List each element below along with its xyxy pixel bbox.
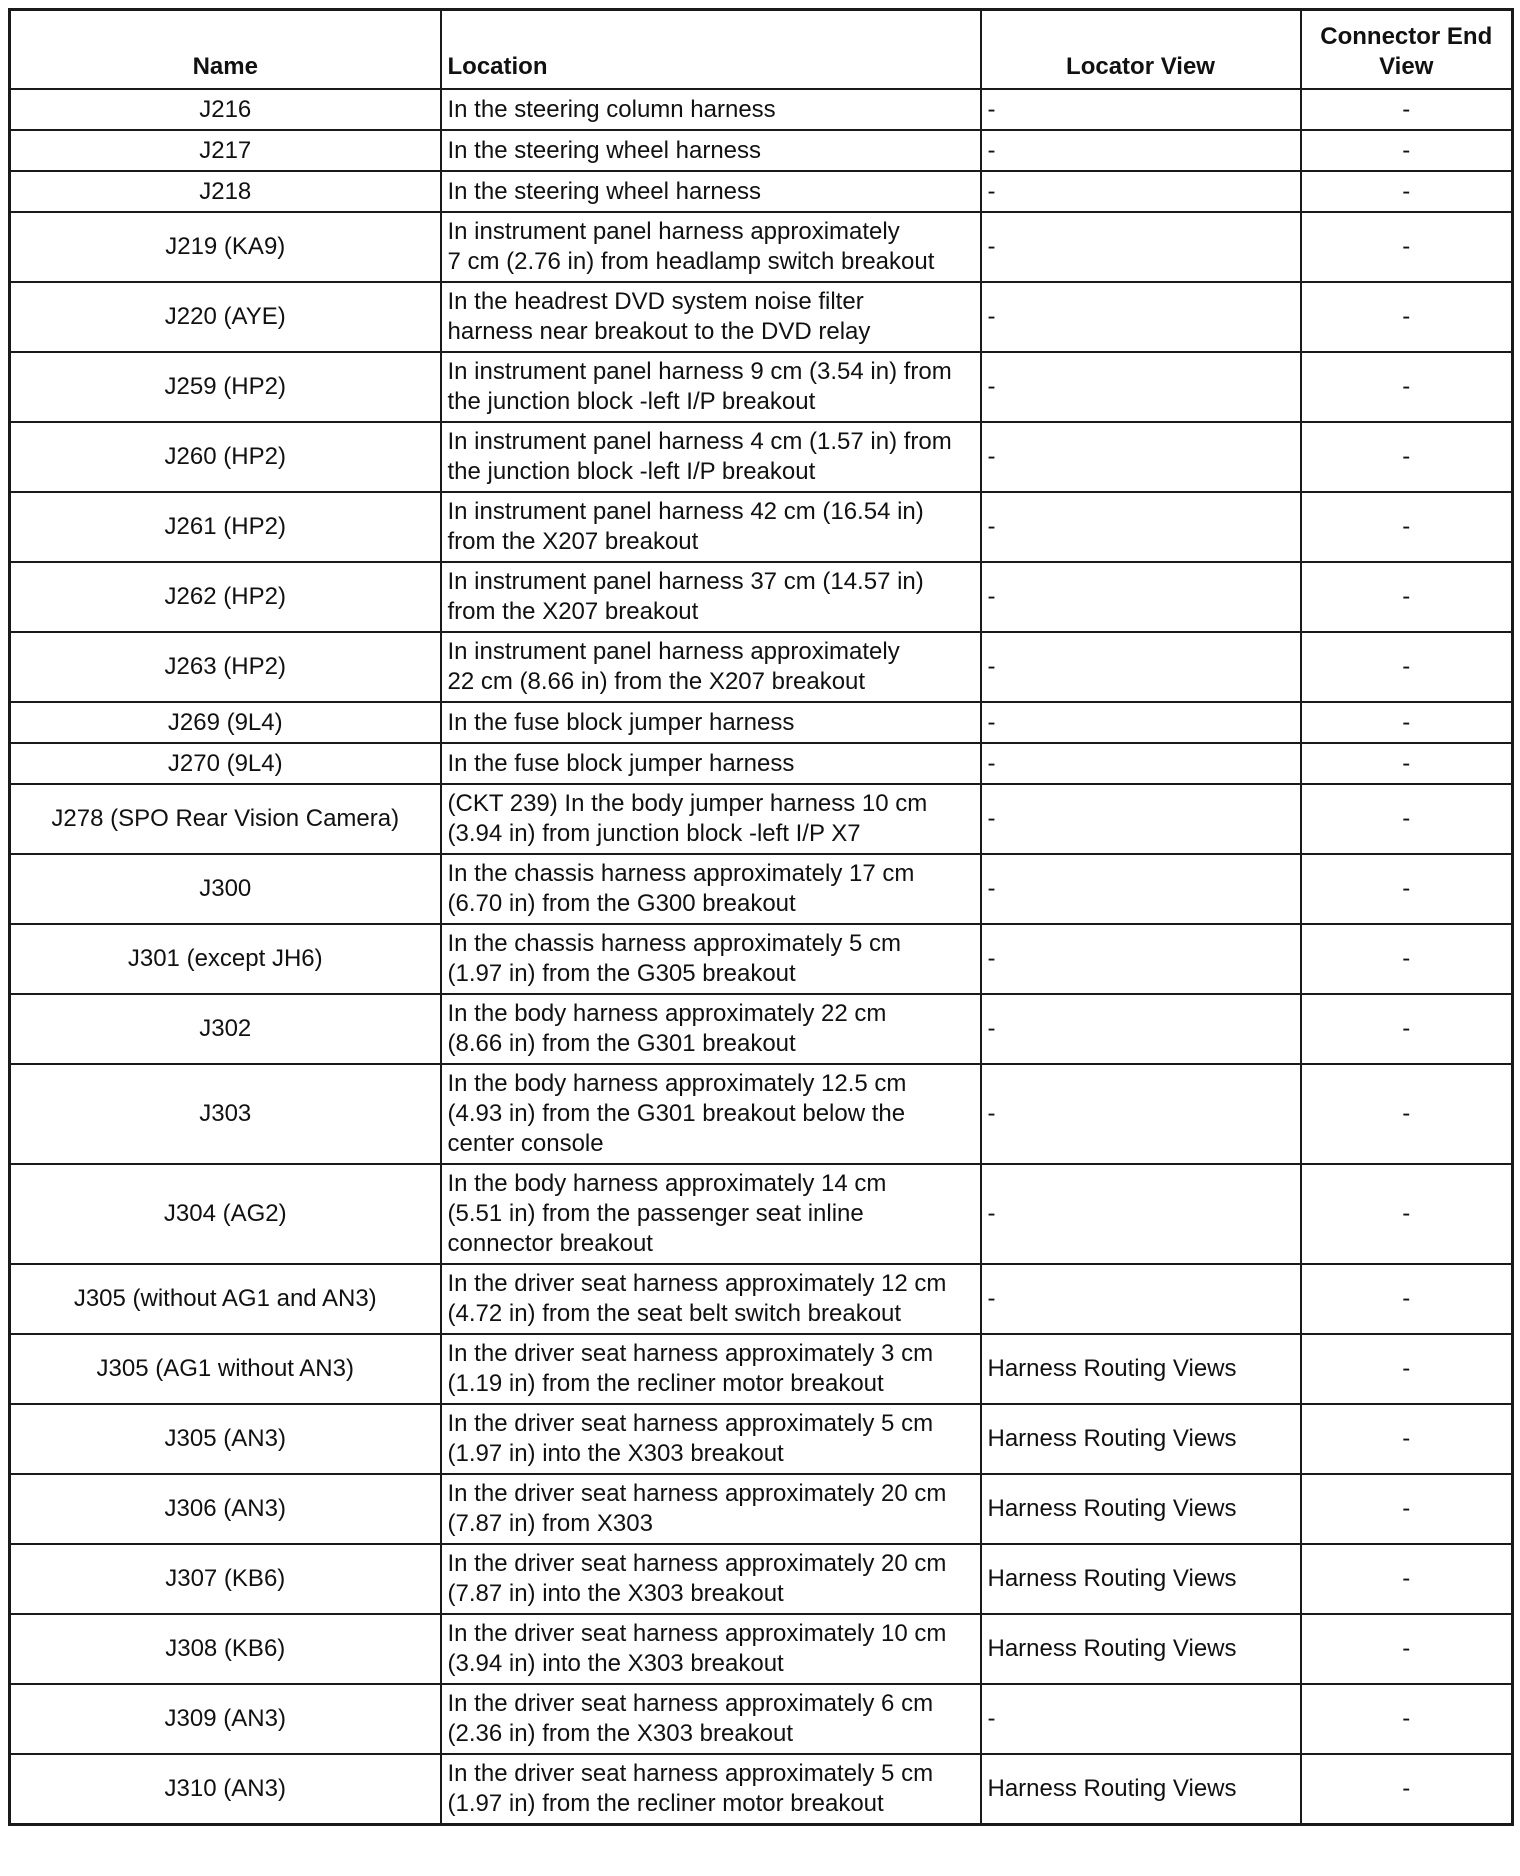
cell-name: J220 (AYE) [10, 282, 441, 352]
cell-name: J260 (HP2) [10, 422, 441, 492]
cell-connector-end-view: - [1301, 1754, 1513, 1825]
cell-location: In instrument panel harness 37 cm (14.57 in) from the X207 breakout [441, 562, 981, 632]
cell-connector-end-view: - [1301, 492, 1513, 562]
cell-locator-view: - [981, 130, 1301, 171]
table-row [10, 632, 1513, 702]
cell-location: In the driver seat harness approximately 6 cm (2.36 in) from the X303 breakout [441, 1684, 981, 1754]
cell-connector-end-view: - [1301, 89, 1513, 130]
cell-locator-view: - [981, 1264, 1301, 1334]
cell-location: In the driver seat harness approximately 3 cm (1.19 in) from the recliner motor breakout [441, 1334, 981, 1404]
table-row [10, 1684, 1513, 1754]
connector-location-table [8, 8, 1514, 1826]
cell-location: In the steering wheel harness [441, 130, 981, 171]
cell-location: In the fuse block jumper harness [441, 702, 981, 743]
cell-connector-end-view: - [1301, 743, 1513, 784]
cell-locator-view: - [981, 632, 1301, 702]
table-row [10, 1544, 1513, 1614]
cell-locator-view: - [981, 171, 1301, 212]
cell-connector-end-view: - [1301, 784, 1513, 854]
cell-connector-end-view: - [1301, 1474, 1513, 1544]
table-body [10, 89, 1513, 1825]
cell-locator-view: - [981, 854, 1301, 924]
cell-locator-view: Harness Routing Views [981, 1404, 1301, 1474]
cell-name: J259 (HP2) [10, 352, 441, 422]
cell-location: In the headrest DVD system noise filter harness near breakout to the DVD relay [441, 282, 981, 352]
cell-location: In instrument panel harness approximately 7 cm (2.76 in) from headlamp switch breakout [441, 212, 981, 282]
table-row [10, 1064, 1513, 1164]
table-row [10, 784, 1513, 854]
cell-location: In the driver seat harness approximately 12 cm (4.72 in) from the seat belt switch breakout [441, 1264, 981, 1334]
cell-locator-view: Harness Routing Views [981, 1474, 1301, 1544]
table-row [10, 1754, 1513, 1825]
cell-locator-view: Harness Routing Views [981, 1754, 1301, 1825]
table-row [10, 352, 1513, 422]
cell-name: J263 (HP2) [10, 632, 441, 702]
cell-connector-end-view: - [1301, 1264, 1513, 1334]
cell-locator-view: - [981, 282, 1301, 352]
cell-name: J216 [10, 89, 441, 130]
cell-location: In instrument panel harness 4 cm (1.57 in) from the junction block -left I/P breakout [441, 422, 981, 492]
cell-location: In the driver seat harness approximately 20 cm (7.87 in) from X303 [441, 1474, 981, 1544]
cell-name: J304 (AG2) [10, 1164, 441, 1264]
cell-location: In the driver seat harness approximately 20 cm (7.87 in) into the X303 breakout [441, 1544, 981, 1614]
cell-connector-end-view: - [1301, 130, 1513, 171]
cell-connector-end-view: - [1301, 562, 1513, 632]
cell-location: In the steering wheel harness [441, 171, 981, 212]
cell-location: In the body harness approximately 22 cm (8.66 in) from the G301 breakout [441, 994, 981, 1064]
cell-locator-view: - [981, 352, 1301, 422]
table-row [10, 1474, 1513, 1544]
table-row [10, 212, 1513, 282]
cell-name: J306 (AN3) [10, 1474, 441, 1544]
cell-location: In the driver seat harness approximately 5 cm (1.97 in) from the recliner motor breakout [441, 1754, 981, 1825]
column-header-locator-view: Locator View [981, 10, 1301, 90]
cell-location: In the driver seat harness approximately 10 cm (3.94 in) into the X303 breakout [441, 1614, 981, 1684]
table-row [10, 1404, 1513, 1474]
cell-location: In the driver seat harness approximately 5 cm (1.97 in) into the X303 breakout [441, 1404, 981, 1474]
column-header-name: Name [10, 10, 441, 90]
cell-name: J278 (SPO Rear Vision Camera) [10, 784, 441, 854]
cell-name: J270 (9L4) [10, 743, 441, 784]
cell-locator-view: Harness Routing Views [981, 1334, 1301, 1404]
cell-name: J262 (HP2) [10, 562, 441, 632]
cell-connector-end-view: - [1301, 1334, 1513, 1404]
table-row [10, 130, 1513, 171]
table-row [10, 1614, 1513, 1684]
cell-location: In the body harness approximately 12.5 cm (4.93 in) from the G301 breakout below the center console [441, 1064, 981, 1164]
cell-location: In instrument panel harness approximately 22 cm (8.66 in) from the X207 breakout [441, 632, 981, 702]
cell-connector-end-view: - [1301, 1064, 1513, 1164]
cell-connector-end-view: - [1301, 1614, 1513, 1684]
cell-locator-view: - [981, 422, 1301, 492]
table-row [10, 854, 1513, 924]
cell-connector-end-view: - [1301, 282, 1513, 352]
cell-location: In the chassis harness approximately 17 cm (6.70 in) from the G300 breakout [441, 854, 981, 924]
cell-location: In instrument panel harness 9 cm (3.54 in) from the junction block -left I/P breakout [441, 352, 981, 422]
cell-connector-end-view: - [1301, 924, 1513, 994]
cell-name: J301 (except JH6) [10, 924, 441, 994]
cell-name: J261 (HP2) [10, 492, 441, 562]
cell-name: J217 [10, 130, 441, 171]
table-row [10, 89, 1513, 130]
table-row [10, 171, 1513, 212]
table-row [10, 1264, 1513, 1334]
cell-name: J305 (AG1 without AN3) [10, 1334, 441, 1404]
cell-locator-view: - [981, 743, 1301, 784]
cell-connector-end-view: - [1301, 1404, 1513, 1474]
cell-connector-end-view: - [1301, 171, 1513, 212]
cell-locator-view: - [981, 1064, 1301, 1164]
cell-locator-view: - [981, 784, 1301, 854]
table-row [10, 492, 1513, 562]
cell-name: J303 [10, 1064, 441, 1164]
cell-connector-end-view: - [1301, 1164, 1513, 1264]
table-row [10, 282, 1513, 352]
cell-name: J309 (AN3) [10, 1684, 441, 1754]
cell-name: J307 (KB6) [10, 1544, 441, 1614]
cell-name: J308 (KB6) [10, 1614, 441, 1684]
cell-locator-view: - [981, 492, 1301, 562]
cell-locator-view: - [981, 702, 1301, 743]
cell-name: J219 (KA9) [10, 212, 441, 282]
table-row [10, 702, 1513, 743]
cell-name: J302 [10, 994, 441, 1064]
cell-connector-end-view: - [1301, 212, 1513, 282]
cell-locator-view: - [981, 562, 1301, 632]
column-header-connector-end-view [1301, 10, 1513, 90]
cell-location: In the chassis harness approximately 5 cm (1.97 in) from the G305 breakout [441, 924, 981, 994]
cell-connector-end-view: - [1301, 1684, 1513, 1754]
table-row [10, 422, 1513, 492]
cell-connector-end-view: - [1301, 994, 1513, 1064]
cell-locator-view: - [981, 924, 1301, 994]
cell-name: J269 (9L4) [10, 702, 441, 743]
table-header-row [10, 10, 1513, 90]
cell-locator-view: - [981, 1164, 1301, 1264]
connector-end-view-header-text: Connector End View [1320, 23, 1493, 80]
cell-name: J300 [10, 854, 441, 924]
cell-locator-view: - [981, 994, 1301, 1064]
table-row [10, 743, 1513, 784]
table-row [10, 1334, 1513, 1404]
cell-name: J305 (AN3) [10, 1404, 441, 1474]
cell-name: J305 (without AG1 and AN3) [10, 1264, 441, 1334]
cell-locator-view: - [981, 89, 1301, 130]
cell-locator-view: Harness Routing Views [981, 1614, 1301, 1684]
cell-location: (CKT 239) In the body jumper harness 10 cm (3.94 in) from junction block -left I/P X7 [441, 784, 981, 854]
cell-connector-end-view: - [1301, 1544, 1513, 1614]
cell-location: In the fuse block jumper harness [441, 743, 981, 784]
table-row [10, 562, 1513, 632]
table-row [10, 1164, 1513, 1264]
cell-connector-end-view: - [1301, 854, 1513, 924]
cell-locator-view: - [981, 1684, 1301, 1754]
cell-connector-end-view: - [1301, 422, 1513, 492]
cell-location: In instrument panel harness 42 cm (16.54 in) from the X207 breakout [441, 492, 981, 562]
cell-connector-end-view: - [1301, 632, 1513, 702]
cell-location: In the steering column harness [441, 89, 981, 130]
table-row [10, 924, 1513, 994]
cell-location: In the body harness approximately 14 cm (5.51 in) from the passenger seat inline connector breakout [441, 1164, 981, 1264]
cell-name: J310 (AN3) [10, 1754, 441, 1825]
cell-locator-view: Harness Routing Views [981, 1544, 1301, 1614]
cell-connector-end-view: - [1301, 352, 1513, 422]
table-row [10, 994, 1513, 1064]
cell-locator-view: - [981, 212, 1301, 282]
column-header-location: Location [441, 10, 981, 90]
cell-name: J218 [10, 171, 441, 212]
cell-connector-end-view: - [1301, 702, 1513, 743]
